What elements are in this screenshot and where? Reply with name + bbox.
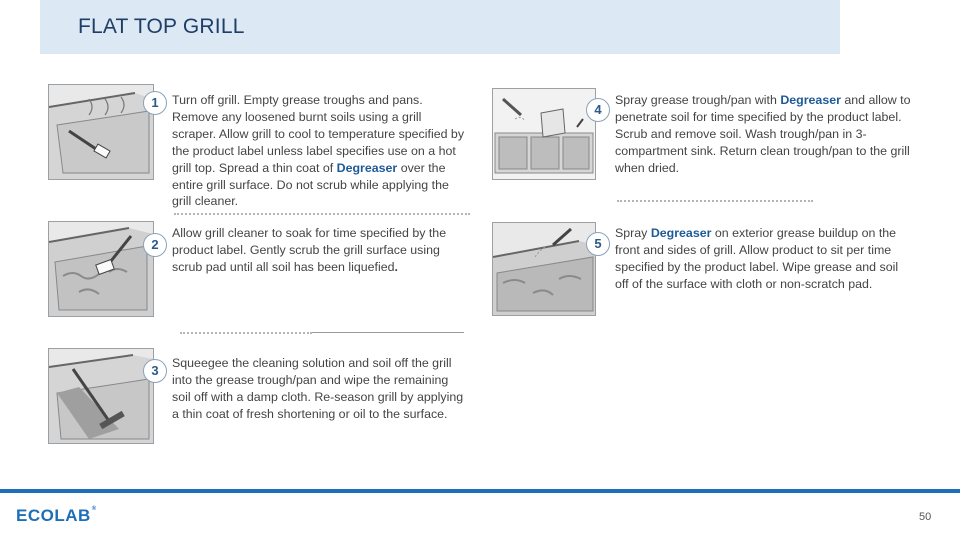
step-2-text-part: . bbox=[394, 259, 398, 274]
step-4-text-part: Spray grease trough/pan with bbox=[615, 93, 781, 107]
step-4-text bbox=[615, 92, 915, 177]
step-4-text-part: and allow to penetrate soil for time specified by the product label. Scrub and remove soil. Wash trough/pan in 3-compartment sink. Return clean trough/pan to the grill when dried. bbox=[615, 93, 911, 175]
divider bbox=[617, 200, 813, 202]
logo-mark: ® bbox=[91, 506, 97, 512]
step-1-text-part: over the entire grill surface. Do not scrub while applying the grill cleaner. bbox=[172, 160, 449, 209]
step-4-number: 4 bbox=[586, 98, 610, 122]
step-2-illustration bbox=[48, 221, 154, 317]
step-1-text bbox=[172, 92, 464, 210]
footer-rule bbox=[0, 489, 960, 493]
step-3-text-part: Squeegee the cleaning solution and soil off the grill into the grease trough/pan and wipe the remaining soil off with a damp cloth. Re-season grill by applying a thin coat of fresh shortening or oil to the surface. bbox=[172, 356, 464, 421]
title-banner bbox=[40, 0, 840, 54]
step-3-number: 3 bbox=[143, 359, 167, 383]
step-1-text-part: Turn off grill. Empty grease troughs and pans. Remove any loosened burnt soils using a grill scraper. Allow grill to cool to temperature specified by the product label unless label specifies use on a hot grill top. Spread a thin coat of bbox=[172, 93, 465, 175]
logo-text: ECOLAB bbox=[16, 506, 91, 525]
step-2-text-part: Allow grill cleaner to soak for time specified by the product label. Gently scrub the grill surface using scrub pad until all soil has been liquefied bbox=[172, 226, 447, 274]
step-4-illustration bbox=[492, 88, 596, 180]
step-5-text bbox=[615, 225, 915, 293]
page-title: FLAT TOP GRILL bbox=[78, 15, 245, 38]
step-2-number: 2 bbox=[143, 233, 167, 257]
page-number: 50 bbox=[919, 511, 932, 523]
step-4-product-name: Degreaser bbox=[780, 93, 841, 107]
divider bbox=[174, 213, 470, 215]
ecolab-logo bbox=[16, 506, 97, 526]
step-1-product-name: Degreaser bbox=[336, 160, 398, 175]
divider bbox=[180, 332, 312, 334]
step-2-text bbox=[172, 225, 464, 276]
step-3-text bbox=[172, 355, 464, 423]
step-5-text-part: Spray bbox=[615, 226, 651, 240]
step-3-illustration bbox=[48, 348, 154, 444]
divider bbox=[312, 332, 464, 333]
step-5-text-part: on exterior grease buildup on the front and sides of grill. Allow product to sit per time specified by the product label. Wipe grease and soil off of the surface with cloth or non-scratch pad. bbox=[615, 226, 899, 291]
step-5-product-name: Degreaser bbox=[650, 226, 712, 240]
step-5-illustration bbox=[492, 222, 596, 316]
step-1-illustration bbox=[48, 84, 154, 180]
step-5-number: 5 bbox=[586, 232, 610, 256]
step-1-number: 1 bbox=[143, 91, 167, 115]
